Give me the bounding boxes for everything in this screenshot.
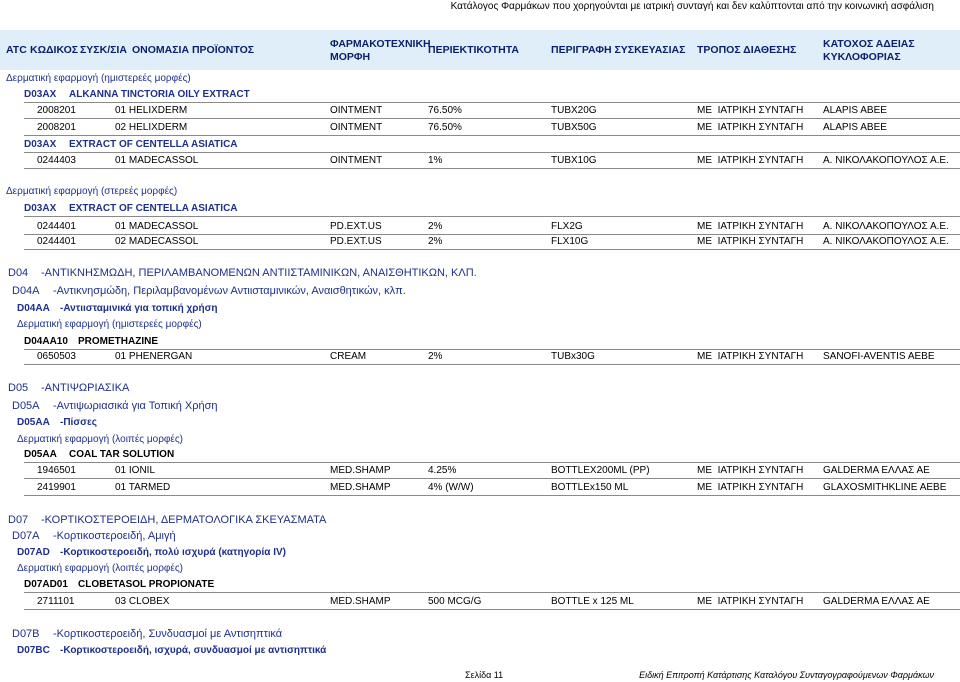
row-pack-desc: BOTTLE x 125 ML	[551, 596, 634, 607]
row-holder: GALDERMA ΕΛΛΑΣ ΑΕ	[823, 465, 930, 476]
atc-level3-name: -Κορτικοστεροειδή, ισχυρά, συνδυασμοί με αντισηπτικά	[60, 645, 327, 656]
substance-name: COAL TAR SOLUTION	[69, 449, 175, 460]
atc-level3-code: D07BC	[17, 645, 50, 656]
row-dispense: ΜΕ ΙΑΤΡΙΚΗ ΣΥΝΤΑΓΗ	[697, 221, 804, 232]
row-pack-desc: FLX2G	[551, 221, 583, 232]
row-dispense: ΜΕ ΙΑΤΡΙΚΗ ΣΥΝΤΑΓΗ	[697, 596, 804, 607]
row-dispense: ΜΕ ΙΑΤΡΙΚΗ ΣΥΝΤΑΓΗ	[697, 236, 804, 247]
row-divider	[24, 152, 960, 153]
row-pack-name: 02 HELIXDERM	[115, 122, 188, 133]
row-strength: 2%	[428, 236, 443, 247]
col-header-form-line1: ΦΑΡΜΑΚΟΤΕΧΝΙΚΗ	[330, 38, 431, 50]
row-form: MED.SHAMP	[330, 465, 391, 476]
row-form: MED.SHAMP	[330, 482, 391, 493]
row-dispense: ΜΕ ΙΑΤΡΙΚΗ ΣΥΝΤΑΓΗ	[697, 351, 804, 362]
row-pack-desc: TUBX20G	[551, 105, 597, 116]
col-header-pack-desc: ΠΕΡΙΓΡΑΦΗ ΣΥΣΚΕΥΑΣΙΑΣ	[551, 44, 686, 56]
atc-level2-name: -Αντικνησμώδη, Περιλαμβανομένων Αντιισταμινικών, Αναισθητικών, κλπ.	[53, 285, 406, 297]
col-header-strength: ΠΕΡΙΕΚΤΙΚΟΤΗΤΑ	[428, 44, 519, 56]
atc-level3-name: -Αντιισταμινικά για τοπική χρήση	[60, 303, 218, 314]
substance-name: EXTRACT OF CENTELLA ASIATICA	[69, 139, 238, 150]
row-strength: 4.25%	[428, 465, 457, 476]
row-divider	[24, 102, 960, 103]
row-pack-name: 01 HELIXDERM	[115, 105, 188, 116]
row-code: 0244403	[37, 155, 76, 166]
row-holder: Α. ΝΙΚΟΛΑΚΟΠΟΥΛΟΣ Α.Ε.	[823, 236, 949, 247]
atc-level3-code: D07AD	[17, 547, 50, 558]
row-strength: 2%	[428, 351, 443, 362]
col-header-dispense: ΤΡΟΠΟΣ ΔΙΑΘΕΣΗΣ	[697, 44, 797, 56]
row-divider	[24, 478, 960, 479]
row-divider	[24, 349, 960, 350]
atc-level1-name: -ΑΝΤΙΚΝΗΣΜΩΔΗ, ΠΕΡΙΛΑΜΒΑΝΟΜΕΝΩΝ ΑΝΤΙΙΣΤΑΜΙΝΙΚΩΝ, ΑΝΑΙΣΘΗΤΙΚΩΝ, ΚΛΠ.	[41, 267, 477, 279]
atc-level1-code: D04	[8, 267, 29, 279]
row-pack-name: 02 MADECASSOL	[115, 236, 199, 247]
atc-level1-code: D05	[8, 382, 29, 394]
row-code: 2008201	[37, 122, 76, 133]
atc-level3-name: -Πίσσες	[60, 417, 97, 428]
row-pack-desc: TUBx30G	[551, 351, 595, 362]
atc-level2-name: -Αντιψωριασικά για Τοπική Χρήση	[53, 400, 218, 412]
row-divider	[24, 234, 960, 235]
row-pack-name: 01 MADECASSOL	[115, 221, 199, 232]
row-strength: 76.50%	[428, 105, 462, 116]
col-header-holder-line1: ΚΑΤΟΧΟΣ ΑΔΕΙΑΣ	[823, 38, 915, 50]
row-form: OINTMENT	[330, 122, 383, 133]
row-dispense: ΜΕ ΙΑΤΡΙΚΗ ΣΥΝΤΑΓΗ	[697, 482, 804, 493]
row-pack-desc: FLX10G	[551, 236, 589, 247]
substance-name: CLOBETASOL PROPIONATE	[78, 579, 215, 590]
column-header-band	[0, 30, 960, 70]
atc-level2-name: -Κορτικοστεροειδή, Αμιγή	[53, 530, 176, 542]
row-divider	[24, 609, 960, 610]
row-code: 2711101	[37, 596, 75, 607]
route-label: Δερματική εφαρμογή (ημιστερεές μορφές)	[6, 73, 191, 84]
route-label: Δερματική εφαρμογή (στερεές μορφές)	[6, 186, 178, 197]
row-code: 0650503	[37, 351, 76, 362]
document-running-title: Κατάλογος Φαρμάκων που χορηγούνται με ιατρική συνταγή και δεν καλύπτονται από την κοινωνική ασφάλιση	[450, 1, 934, 12]
row-holder: SANOFI-AVENTIS AEBE	[823, 351, 935, 362]
col-header-code: ΚΩΔΙΚΟΣ	[30, 44, 79, 56]
row-strength: 1%	[428, 155, 443, 166]
row-pack-desc: BOTTLEX200ML (PP)	[551, 465, 650, 476]
row-pack-desc: TUBX10G	[551, 155, 597, 166]
row-dispense: ΜΕ ΙΑΤΡΙΚΗ ΣΥΝΤΑΓΗ	[697, 465, 804, 476]
atc-level2-code: D07B	[12, 628, 40, 640]
row-dispense: ΜΕ ΙΑΤΡΙΚΗ ΣΥΝΤΑΓΗ	[697, 122, 804, 133]
row-divider	[24, 592, 960, 593]
row-strength: 4% (W/W)	[428, 482, 474, 493]
row-divider	[24, 118, 960, 119]
row-strength: 500 MCG/G	[428, 596, 482, 607]
row-holder: GLAXOSMITHKLINE AEBE	[823, 482, 947, 493]
substance-name: ALKANNA TINCTORIA OILY EXTRACT	[69, 89, 250, 100]
row-holder: ALAPIS ABEE	[823, 122, 887, 133]
col-header-atc: ATC	[6, 44, 27, 56]
row-holder: GALDERMA ΕΛΛΑΣ ΑΕ	[823, 596, 930, 607]
row-form: PD.EXT.US	[330, 221, 382, 232]
row-pack-name: 03 CLOBEX	[115, 596, 170, 607]
substance-name: PROMETHAZINE	[78, 336, 158, 347]
row-form: OINTMENT	[330, 155, 383, 166]
atc-level3-name: -Κορτικοστεροειδή, πολύ ισχυρά (κατηγορία IV)	[60, 547, 286, 558]
substance-name: EXTRACT OF CENTELLA ASIATICA	[69, 203, 238, 214]
row-holder: ALAPIS ABEE	[823, 105, 887, 116]
row-divider	[24, 249, 960, 250]
row-pack-desc: TUBX50G	[551, 122, 597, 133]
row-divider	[24, 364, 960, 365]
route-label: Δερματική εφαρμογή (ημιστερεές μορφές)	[17, 319, 202, 330]
col-header-pack-code: ΣΥΣΚ/ΣΙΑ	[80, 44, 127, 56]
atc-level2-code: D05A	[12, 400, 40, 412]
atc-level2-name: -Κορτικοστεροειδή, Συνδυασμοί με Αντισηπτικά	[53, 628, 283, 640]
row-divider	[24, 462, 960, 463]
footer-publisher: Ειδική Επιτροπή Κατάρτισης Καταλόγου Συνταγογραφούμενων Φαρμάκων	[639, 670, 934, 680]
substance-code: D04AA10	[24, 336, 68, 347]
row-holder: Α. ΝΙΚΟΛΑΚΟΠΟΥΛΟΣ Α.Ε.	[823, 221, 949, 232]
substance-code: D07AD01	[24, 579, 68, 590]
atc-level1-code: D07	[8, 514, 29, 526]
row-strength: 2%	[428, 221, 443, 232]
substance-code: D03AX	[24, 203, 57, 214]
row-dispense: ΜΕ ΙΑΤΡΙΚΗ ΣΥΝΤΑΓΗ	[697, 105, 804, 116]
col-header-holder-line2: ΚΥΚΛΟΦΟΡΙΑΣ	[823, 51, 901, 63]
substance-code: D03AX	[24, 89, 57, 100]
row-dispense: ΜΕ ΙΑΤΡΙΚΗ ΣΥΝΤΑΓΗ	[697, 155, 804, 166]
route-label: Δερματική εφαρμογή (λοιπές μορφές)	[17, 434, 183, 445]
row-divider	[24, 216, 960, 217]
row-form: CREAM	[330, 351, 367, 362]
row-code: 2008201	[37, 105, 76, 116]
atc-level2-code: D04A	[12, 285, 40, 297]
row-holder: Α. ΝΙΚΟΛΑΚΟΠΟΥΛΟΣ Α.Ε.	[823, 155, 949, 166]
atc-level1-name: -ΚΟΡΤΙΚΟΣΤΕΡΟΕΙΔΗ, ΔΕΡΜΑΤΟΛΟΓΙΚΑ ΣΚΕΥΑΣΜΑΤΑ	[41, 514, 327, 526]
row-strength: 76.50%	[428, 122, 462, 133]
row-pack-name: 01 MADECASSOL	[115, 155, 199, 166]
row-form: MED.SHAMP	[330, 596, 391, 607]
row-pack-name: 01 TARMED	[115, 482, 171, 493]
row-code: 1946501	[37, 465, 76, 476]
row-pack-desc: BOTTLEx150 ML	[551, 482, 629, 493]
row-form: OINTMENT	[330, 105, 383, 116]
row-pack-name: 01 IONIL	[115, 465, 156, 476]
atc-level1-name: -ΑΝΤΙΨΩΡΙΑΣΙΚΑ	[41, 382, 130, 394]
page-number: Σελίδα 11	[465, 670, 504, 680]
row-divider	[24, 495, 960, 496]
route-label: Δερματική εφαρμογή (λοιπές μορφές)	[17, 563, 183, 574]
col-header-product-name: ΟΝΟΜΑΣΙΑ ΠΡΟΪΟΝΤΟΣ	[132, 44, 255, 56]
row-pack-name: 01 PHENERGAN	[115, 351, 193, 362]
substance-code: D03AX	[24, 139, 57, 150]
row-code: 0244401	[37, 236, 76, 247]
col-header-form-line2: ΜΟΡΦΗ	[330, 51, 371, 63]
row-form: PD.EXT.US	[330, 236, 382, 247]
atc-level3-code: D05AA	[17, 417, 50, 428]
substance-code: D05AA	[24, 449, 57, 460]
row-code: 0244401	[37, 221, 76, 232]
atc-level3-code: D04AA	[17, 303, 50, 314]
row-divider	[24, 168, 960, 169]
row-code: 2419901	[37, 482, 76, 493]
atc-level2-code: D07A	[12, 530, 40, 542]
row-divider	[24, 135, 960, 136]
